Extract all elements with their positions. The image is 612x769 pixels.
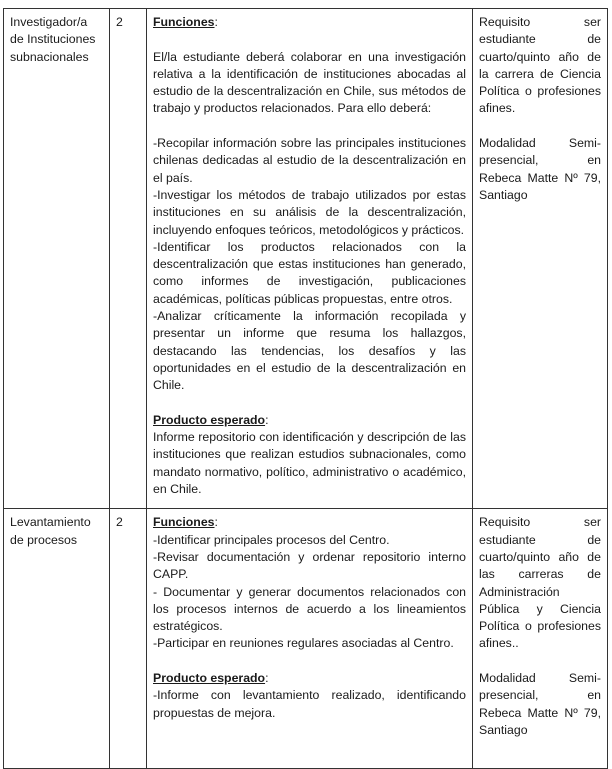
role-cell [4,509,110,769]
requirements-cell [473,509,608,769]
task-item: -Identificar los productos relacionados con la descentralización que estas instituciones han generado, como informes de investigación, publicaciones académicas, políticas públicas propuestas, entre otros. [153,239,466,306]
internship-table [3,8,608,769]
task-item: -Revisar documentación y ordenar repositorio interno CAPP. [153,549,466,582]
intro-text: El/la estudiante deberá colaborar en una investigación relativa a la identificación de instituciones abocadas al estudio de la descentralización en Chile, sus métodos de trabajo y productos relacionados. Para ello deberá: [153,49,466,116]
task-item: -Participar en reuniones regulares asociadas al Centro. [153,636,454,651]
description-cell: Funciones: -Identificar principales procesos del Centro. -Revisar documentación y ordenar repositorio interno CAPP. - Documentar y generar documentos relacionados con los procesos internos de acuerdo a los lineamientos estratégicos. -Participar en reuniones regulares asociadas al Centro. Producto esperado: -Informe con levantamiento realizado, identificando propuestas de mejora. [147,509,473,769]
product-heading: Producto esperado [153,670,266,685]
product-text: Informe repositorio con identificación y descripción de las instituciones que realizan estudios subnacionales, como mandato normativo, político, administrativo o académico, en Chile. [153,430,466,497]
requirement-text: Requisito ser estudiante de cuarto/quinto año de la carrera de Ciencia Política o profesiones afines. [479,15,601,116]
requirement-text: Requisito ser estudiante de cuarto/quinto año de las carreras de Administración Pública y Ciencia Política o profesiones afines.. [479,515,601,651]
task-item: -Identificar principales procesos del Centro. [153,532,390,547]
positions-count: 2 [116,515,123,530]
task-item: -Analizar críticamente la información recopilada y presentar un informe que resuma los hallazgos, destacando las tendencias, los desafíos y las oportunidades en el estudio de la descentralización en Chile. [153,309,466,393]
task-item: - Documentar y generar documentos relacionados con los procesos internos de acuerdo a los lineamientos estratégicos. [153,584,466,634]
product-heading: Producto esperado [153,412,266,427]
functions-heading: Funciones [153,15,215,29]
role-cell [4,9,110,509]
table-row [4,509,608,769]
count-cell [110,9,147,509]
positions-count: 2 [116,15,123,29]
description-cell: Funciones: El/la estudiante deberá colaborar en una investigación relativa a la identificación de instituciones abocadas al estudio de la descentralización en Chile, sus métodos de trabajo y productos relacionados. Para ello deberá: -Recopilar información sobre las principales instituciones chilenas dedicadas al estudio de la descentralización en el país. -Investigar los métodos de trabajo utilizados por estas instituciones en su análisis de la descentralización, incluyendo enfoques teóricos, metodológicos y prácticos. -Identificar los productos relacionados con la descentralización que estas instituciones han generado, como informes de investigación, publicaciones académicas, políticas públicas propuestas, entre otros. -Analizar críticamente la información recopilada y presentar un informe que resuma los hallazgos, destacando las tendencias, los desafíos y las oportunidades en el estudio de la descentralización en Chile. Producto esperado: Informe repositorio con identificación y descripción de las instituciones que realizan estudios subnacionales, como mandato normativo, político, administrativo o académico, en Chile. [147,9,473,509]
table-row [4,9,608,509]
count-cell [110,509,147,769]
task-item: -Investigar los métodos de trabajo utilizados por estas instituciones en su análisis de la descentralización, incluyendo enfoques teóricos, metodológicos y prácticos. [153,187,466,237]
product-text: -Informe con levantamiento realizado, identificando propuestas de mejora. [153,688,466,720]
modality-text: Modalidad Semi-presencial, en Rebeca Matte Nº 79, Santiago [479,136,601,202]
task-item: -Recopilar información sobre las principales instituciones chilenas dedicadas al estudio de la descentralización en el país. [153,136,466,185]
role-name: Investigador/a de Instituciones subnacionales [10,15,96,64]
modality-text: Modalidad Semi-presencial, en Rebeca Matte Nº 79, Santiago [479,670,601,737]
requirements-cell [473,9,608,509]
functions-heading: Funciones [153,515,215,530]
role-name: Levantamiento de procesos [10,515,91,547]
